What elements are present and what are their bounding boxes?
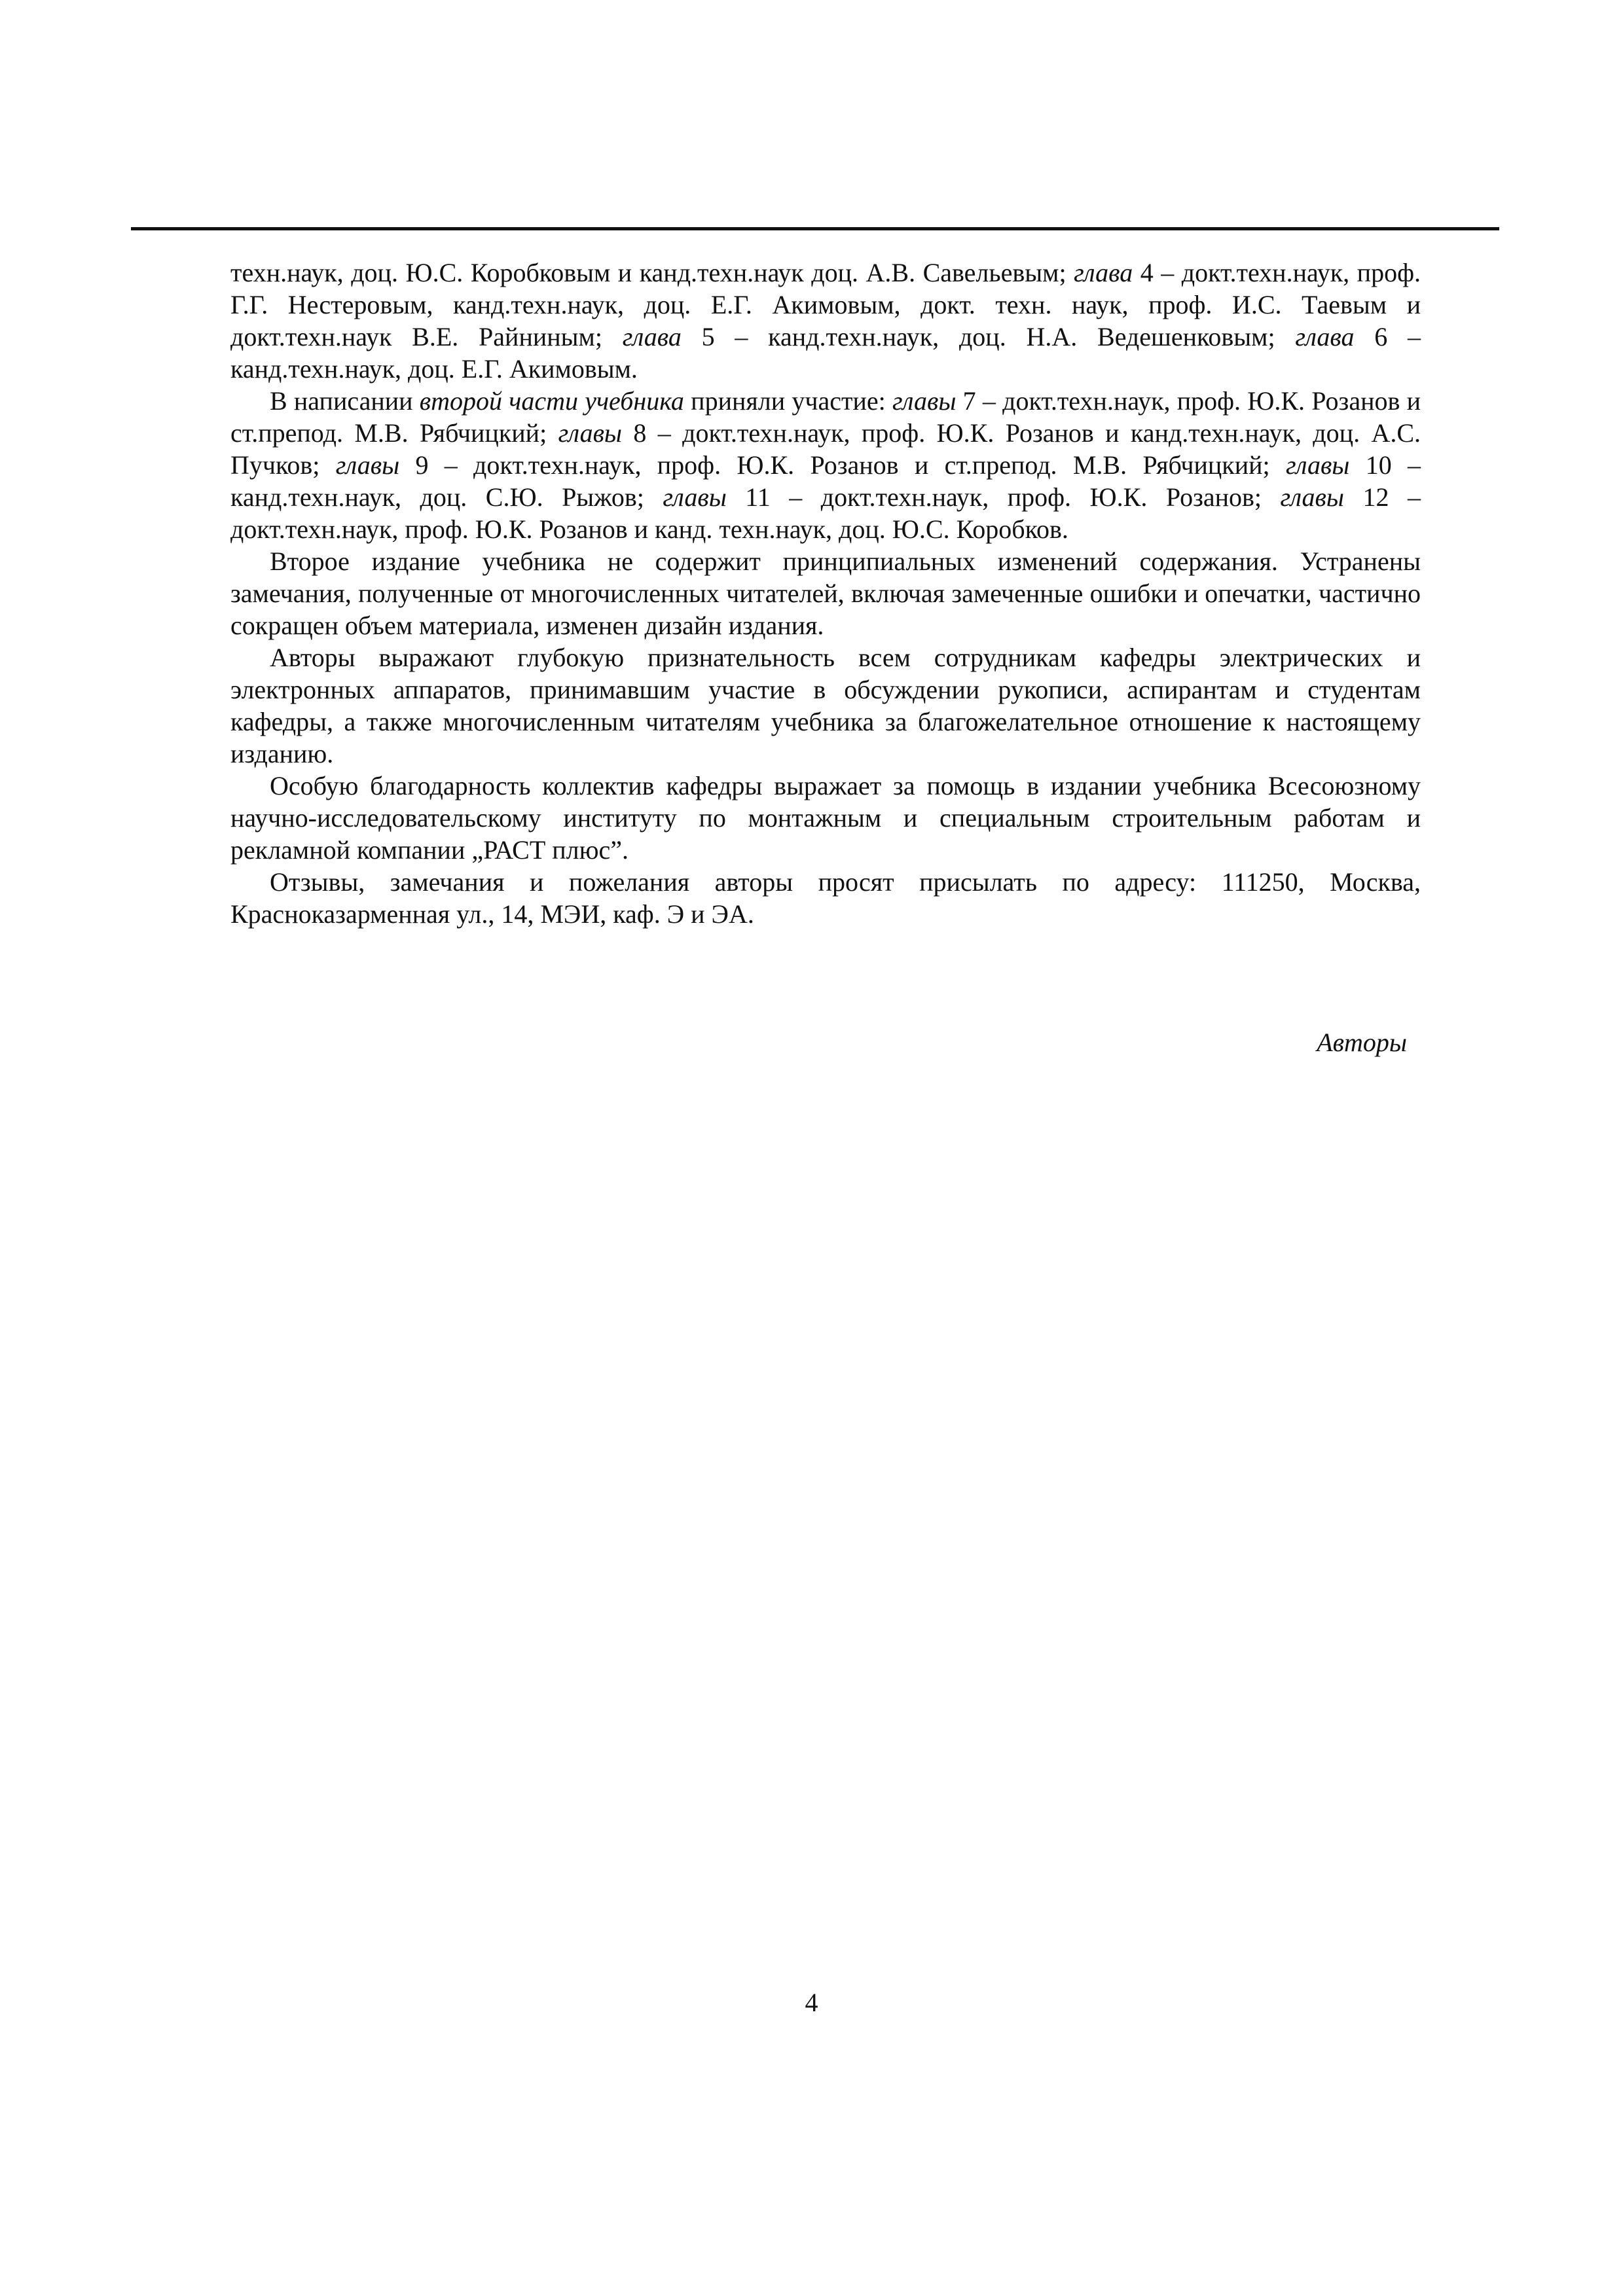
italic-chapter-word: глава (622, 322, 682, 351)
text-segment: 9 – докт.техн.наук, проф. Ю.К. Розанов и ст.препод. М.В. Рябчицкий; (399, 450, 1286, 480)
paragraph-second-edition: Второе издание учебника не содержит принципиальных изменений содержания. Устранены замечания, полученные от многочисленных читателей, включая замеченные ошибки и опечатки, частично сокращен объем материала, изменен дизайн издания. (230, 547, 1421, 640)
text-segment: 8 – докт.техн.наук, проф. Ю.К. Розанов и канд.техн.наук, доц. А.С. Пучков; (230, 418, 1421, 480)
text-segment: 11 – докт.техн.наук, проф. Ю.К. Розанов; (726, 482, 1281, 512)
paragraph-contact-address: Отзывы, замечания и пожелания авторы просят присылать по адресу: 111250, Москва, Красноказарменная ул., 14, МЭИ, каф. Э и ЭА. (230, 867, 1421, 929)
text-segment: 6 – канд.техн.наук, доц. Е.Г. Акимовым. (230, 322, 1421, 384)
text-segment: 7 – докт.техн.наук, проф. Ю.К. Розанов и ст.препод. М.В. Рябчицкий; (230, 386, 1421, 448)
text-segment: приняли участие: (684, 386, 892, 416)
text-segment: 4 – докт.техн.наук, проф. Г.Г. Нестеровым, канд.техн.наук, доц. Е.Г. Акимовым, докт. техн. наук, проф. И.С. Таевым и докт.техн.наук В.Е. Райниным; (230, 258, 1421, 351)
authors-signature: Авторы (1317, 1028, 1407, 1057)
paragraph-chapter-credits-part1 (230, 257, 1421, 385)
text-segment: 5 – канд.техн.наук, доц. Н.А. Ведешенковым; (681, 322, 1296, 351)
text-segment: 10 – канд.техн.наук, доц. С.Ю. Рыжов; (230, 450, 1421, 512)
italic-chapter-word: главы (335, 450, 400, 480)
header-rule (131, 227, 1499, 230)
italic-chapter-word: глава (1295, 322, 1355, 351)
italic-chapter-word: глава (1074, 258, 1133, 287)
text-segment: 12 – докт.техн.наук, проф. Ю.К. Розанов и канд. техн.наук, доц. Ю.С. Коробков. (230, 482, 1421, 544)
body-text (230, 257, 1421, 930)
italic-chapter-word: главы (1285, 450, 1350, 480)
paragraph-acknowledgements: Авторы выражают глубокую признательность всем сотрудникам кафедры электрических и электронных аппаратов, принимавшим участие в обсуждении рукописи, аспирантам и студентам кафедры, а также многочисленным читателям учебника за благожелательное отношение к настоящему изданию. (230, 643, 1421, 768)
paragraph-chapter-credits-part2 (230, 385, 1421, 545)
italic-chapter-word: главы (558, 418, 623, 448)
text-segment: техн.наук, доц. Ю.С. Коробковым и канд.техн.наук доц. А.В. Савельевым; (230, 258, 1074, 287)
paragraph-special-thanks: Особую благодарность коллектив кафедры выражает за помощь в издании учебника Всесоюзному научно-исследовательскому институту по монтажным и специальным строительным работам и рекламной компании „РАСТ плюс”. (230, 771, 1421, 865)
italic-part-title: второй части учебника (419, 386, 684, 416)
text-segment: В написании (270, 386, 420, 416)
italic-chapter-word: главы (1280, 482, 1345, 512)
page-number: 4 (805, 1988, 818, 2017)
italic-chapter-word: главы (892, 386, 957, 416)
italic-chapter-word: главы (663, 482, 727, 512)
